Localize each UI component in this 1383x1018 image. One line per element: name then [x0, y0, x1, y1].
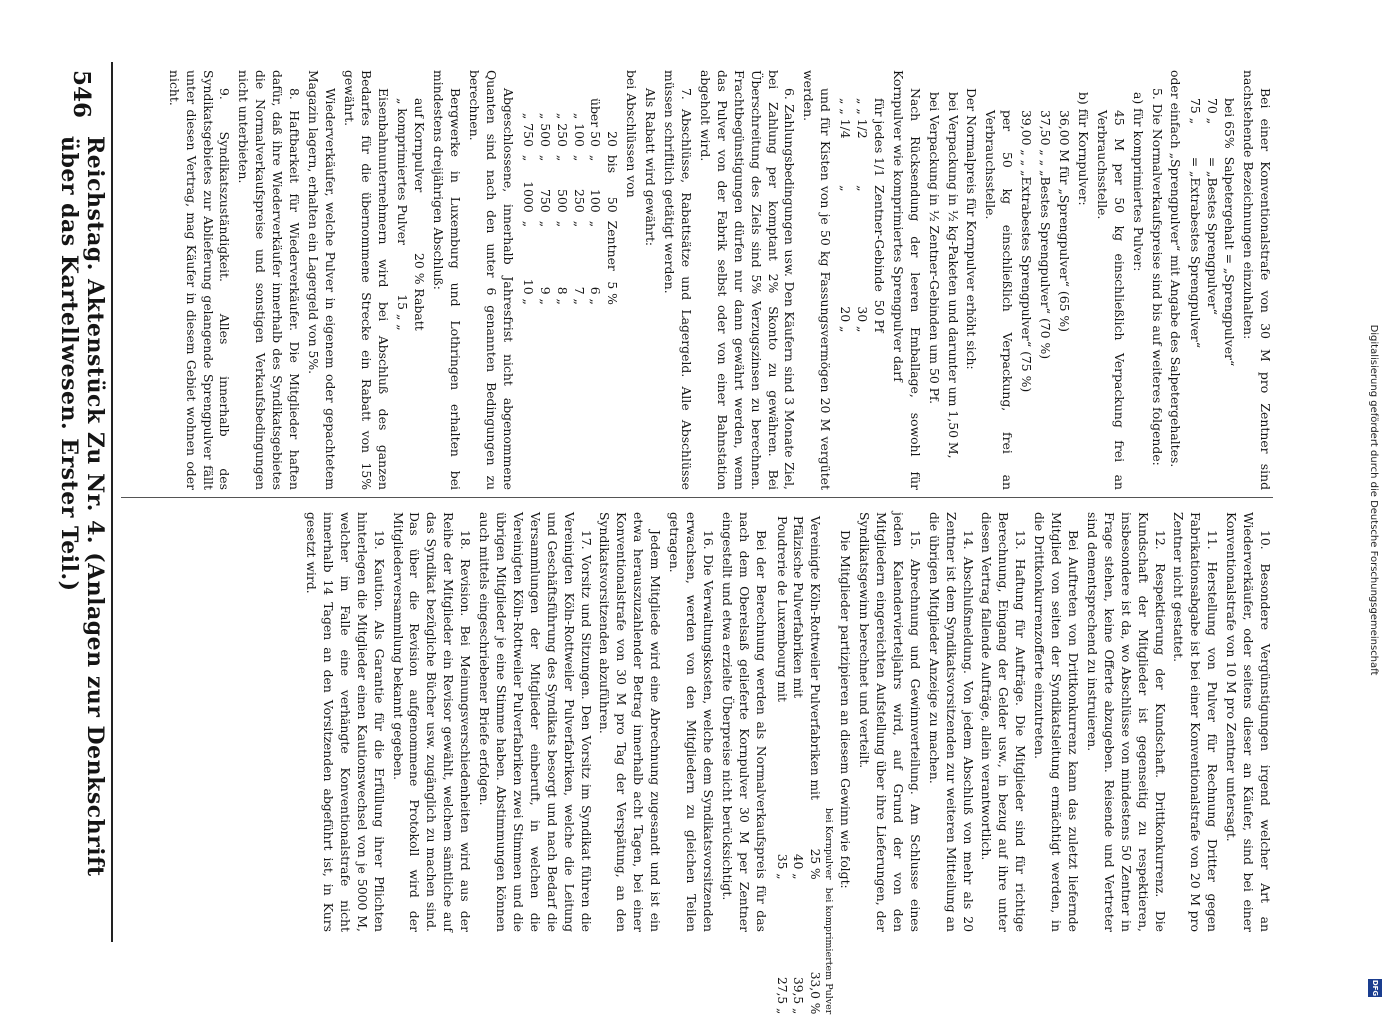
table-cell: „ — [554, 154, 570, 162]
section-15c: Bei der Berechnung werden als Normalverkaufspreis für das nach dem Oberelsaß gelieferte Kornpulver 30 M per Zentner eingestellt und etwa erzielte Überpreise nicht berücksichtigt. — [719, 512, 769, 932]
section-16b: Jedem Mitgliede wird eine Abrechnung zugesandt und ist ein etwa herauszuzahlender Betrag innerhalb acht Tagen, bei einer Konventionalstrafe von 30 M pro Tag der Verspätung, an den Syndikatsvorsitzenden abzuführen. — [597, 512, 664, 932]
rabatt-head — [622, 70, 639, 490]
table-cell: „ — [571, 154, 587, 162]
section-5a-text: 45 M per 50 kg einschließlich Verpackung frei an Verbrauchsstelle. — [1094, 110, 1127, 490]
section-9: 9. Syndikatszuständigkeit. Alles innerhalb des Syndikatsgebietes zur Ablieferung gelangende Sprengpulver fällt unter diesen Vertrag, mag Käufer in diesem Gebiet wohnen oder nicht. — [166, 70, 233, 490]
table-cell: Zentner-Gebinde — [871, 185, 887, 292]
table-row — [1186, 98, 1203, 374]
section-6: 6. Zahlungsbedingungen usw. Den Käufern sind 3 Monate Ziel, bei Zahlung per komptant 2% Skonto zu gewähren. Bei Überschreitung des Ziels sind 5% Verzugszinsen zu berechnen. Frachtbegünstigungen dürfen nur dann gewährt werden, wenn das Pulver von der Fabrik selbst oder von einer Bahnstation abgeholt wird. — [697, 70, 798, 490]
section-14: 14. Abschlußmeldung. Von jedem Abschluß von mehr als 20 Zentner ist dem Syndikatsvorsitzenden zur weiteren Mitteilung an die übrigen Mitglieder Anzeige zu machen. — [926, 512, 976, 932]
table-cell: „ — [554, 220, 570, 228]
table-row — [836, 98, 853, 340]
left-column — [123, 70, 1273, 490]
table-cell: 6 „ — [588, 286, 604, 305]
table-cell: = „Bestes Sprengpulver“ — [1205, 156, 1221, 315]
table-cell: „ komprimiertes Pulver — [395, 98, 411, 246]
table-cell: „ — [537, 154, 553, 162]
table-cell: 50 — [605, 196, 621, 213]
table-cell: 20 „ — [838, 306, 854, 333]
table-cell: „ — [520, 154, 536, 162]
kornpulver-line: 39,00 „ „ „Extrabestes Sprengpulver“ (75 %) — [1019, 110, 1035, 393]
page-header — [56, 70, 108, 940]
table-cell: 50 Pf — [871, 299, 887, 333]
section-19: 19. Kaution. Als Garantie für die Erfüllung ihrer Pflichten hinterlegen die Mitglieder einen Kautionswechsel von je 5000 M, welcher im Falle eine verhängte Konventionalstrafe nicht innerhalb 14 Tagen an den Vorsitzenden abgeführt ist, in Kurs gesetzt wird. — [304, 512, 387, 932]
table-cell: = „Extrabestes Sprengpulver“ — [1188, 156, 1204, 349]
wiederverkaeufer-text: Wiederverkäufer, welche Pulver in eigenem oder gepachtetem Magazin lagern, erhalten ein Lagergeld von 5%. — [305, 70, 338, 490]
table-row — [536, 98, 553, 313]
table-cell: 75 „ — [1188, 98, 1204, 125]
table-cell: „ 750 — [520, 112, 536, 147]
table-cell: 100 — [588, 189, 604, 213]
intro-text: Bei einer Konventionalstrafe von 30 M pro Zentner sind nachstehende Bezeichnungen einzuhalten: — [1241, 70, 1273, 490]
table-cell: über 50 — [588, 98, 604, 147]
section-16: 16. Die Verwaltungskosten, welche dem Syndikatsvorsitzenden erwachsen, werden von den Mitgliedern zu gleichen Teilen getragen. — [667, 512, 716, 932]
section-15b: Die Mitglieder partizipieren an diesem Gewinn wie folgt: — [838, 530, 854, 889]
table-cell: für jedes 1/1 — [871, 98, 887, 178]
table-cell: 500 — [554, 189, 570, 213]
right-column — [123, 512, 1273, 1015]
section-13: 13. Haftung für Aufträge. Die Mitglieder sind für richtige Berechnung, Eingang der Gelder usw., in bezug auf ihre unter diesen Vertrag fallende Aufträge, allein verantwortlich. — [979, 512, 1029, 932]
erhoeht-line: bei Verpackung in ½ kg-Paketen und darunter um 1,50 M, — [945, 92, 961, 459]
table-cell: „ 250 — [554, 112, 570, 147]
gebinde-table — [836, 98, 887, 340]
table-row — [870, 98, 887, 340]
table-cell: 750 — [537, 189, 553, 213]
salpeter-table — [1186, 98, 1237, 374]
table-row — [853, 98, 870, 340]
table-cell: 27,5 „ — [774, 976, 789, 1015]
section-7: 7. Abschlüsse, Rabattsätze und Lagergeld. Alle Abschlüsse müssen schriftlich getätigt werden. — [662, 70, 694, 490]
table-row — [773, 512, 790, 1018]
section-5a: a) für komprimiertes Pulver: — [1130, 92, 1146, 272]
table-row — [519, 98, 536, 313]
table-row — [570, 98, 587, 313]
table-cell: „ — [588, 220, 604, 228]
table-cell: 250 — [571, 189, 587, 213]
section-5b-text: per 50 kg einschließlich Verpackung, frei an Verbrauchsstelle. — [983, 110, 1016, 490]
bergwerke-text: Bergwerke in Luxemburg und Lothringen erhalten bei mindestens dreijährigen Abschluß: — [431, 70, 464, 490]
table-cell: 15 „ „ — [395, 294, 411, 331]
section-15: 15. Abrechnung und Gewinnverteilung. Am Schlusse eines jeden Kalendervierteljahrs wird, auf Grund der von den Mitgliedern eingereichten Aufstellung über ihre Lieferungen, der Syndikatsgewinn berechnet und verteilt. — [857, 512, 923, 932]
table-cell: 70 „ — [1205, 98, 1221, 125]
table-header: bei komprimiertem Pulver — [823, 887, 835, 1015]
column-divider — [121, 497, 1273, 498]
abgeschlossen-text: Abgeschlossene, innerhalb Jahresfrist nicht abgenommene Quanten sind nach den unter 6 genannten Bedingungen zu berechnen. — [467, 70, 516, 490]
table-cell: 8 „ — [554, 286, 570, 305]
table-cell: 33,0 % — [808, 971, 823, 1015]
table-row — [394, 98, 411, 339]
table-row — [553, 98, 570, 313]
section-11: 11. Herstellung von Pulver für Rechnung Dritter gegen Fabrikationsabgabe ist bei einer Konventionalstrafe von 20 M pro Zentner nicht gestattet. — [1171, 512, 1221, 932]
table-cell: 9 „ — [537, 286, 553, 305]
table-row — [1220, 98, 1237, 374]
table-header-row — [823, 512, 834, 1018]
table-cell — [823, 512, 834, 804]
section-17: 17. Vorsitz und Sitzungen. Den Vorsitz im Syndikat führen die Vereinigten Köln-Rottweiler Pulverfabriken, welche die Leitung und Geschäftsführung des Syndikats besorgt und nach Bedarf die Versammlungen der Mitglieder einberuft, in welchen die Vereinigten Köln-Rottweiler Pulverfabriken zwei Stimmen und die übrigen Mitglieder je eine Stimme haben. Abstimmungen können auch mittels eingeschriebener Briefe erfolgen. — [477, 512, 594, 932]
table-cell: 39,5 „ — [791, 976, 806, 1015]
table-header: bei Kornpulver — [823, 807, 835, 880]
table-row — [790, 512, 807, 1018]
table-cell: 40 „ — [791, 853, 806, 880]
rabatt-head-text: bei Abschlüssen von — [624, 70, 640, 198]
table-cell: „ — [838, 185, 854, 192]
section-12b: Bei Auftreten von Drittkonkurrenz kann das zuletzt liefernde Mitglied von seiten der Syndikatsleitung ermächtigt werden, in die Drittkonkurrenzofferte einzutreten. — [1032, 512, 1082, 932]
table-cell: „ 100 — [571, 112, 587, 147]
table-cell: „ — [520, 220, 536, 228]
table-cell: „ „ 1/4 — [838, 98, 854, 139]
table-cell: 35 „ — [774, 853, 789, 880]
table-cell: 30 „ — [855, 306, 871, 333]
table-cell: 10 „ — [520, 278, 536, 305]
table-cell: „ — [537, 220, 553, 228]
page-title: Reichstag. Aktenstück Zu Nr. 4. (Anlagen zur Denkschrift über das Kartellwesen. Erster Teil.) — [56, 136, 108, 877]
table-cell: 25 % — [808, 848, 823, 880]
table-cell: „ — [571, 220, 587, 228]
table-cell: 1000 — [520, 181, 536, 213]
page-number: 546 — [68, 70, 96, 119]
eisenbahn-text: Eisenbahnunternehmern wird bei Abschluß des ganzen Bedarfes für die übernommene Strecke ein Rabatt von 15% gewährt. — [341, 70, 391, 490]
table-row — [806, 512, 823, 1018]
section-5: 5. Die Normalverkaufspreise sind bis auf weiteres folgende: — [1149, 88, 1165, 466]
table-cell: 20 % Rabatt — [412, 253, 428, 331]
rabatt-table — [519, 98, 620, 313]
table-row — [603, 98, 620, 313]
table-cell: auf Kornpulver — [412, 98, 428, 193]
table-row — [1203, 98, 1220, 374]
digitization-note: Digitalisierung gefördert durch die Deutsche Forschungsgemeinschaft — [1368, 324, 1379, 676]
table-cell: 20 — [605, 131, 621, 147]
table-cell: bis — [605, 154, 621, 174]
section-8: 8. Haftbarkeit für Wiederverkäufer. Die Mitglieder haften dafür, daß ihre Wiederverkäufer innerhalb des Syndikatsgebietes die Normalverkaufspreise und sonstigen Verkaufsbedingungen nicht unterbieten. — [236, 70, 303, 490]
section-5b: b) für Kornpulver: — [1075, 92, 1091, 206]
table-row — [411, 98, 428, 339]
header-rule — [111, 62, 113, 942]
table-cell: „ — [855, 185, 871, 192]
kisten-text: und für Kisten von je 50 kg Fassungsvermögen 20 M vergütet werden. — [801, 70, 834, 490]
table-cell: „ 500 — [537, 112, 553, 147]
ruecksendung-text: Nach Rücksendung der leeren Emballage, sowohl für Kornpulver wie komprimiertes Sprengpulver darf — [890, 70, 923, 490]
partizipation-table — [773, 512, 835, 1018]
table-cell: Salpetergehalt = „Sprengpulver“ — [1222, 156, 1238, 367]
table-cell: Vereinigte Köln-Rottweiler Pulverfabriken mit — [808, 516, 823, 800]
section-10: 10. Besondere Vergünstigungen irgend welcher Art an Wiederverkäufer, oder seitens dieser an Käufer, sind bei einer Konventionalstrafe von 10 M pro Zentner untersagt. — [1224, 512, 1273, 932]
table-cell: Poudrerie de Luxembourg mit — [774, 516, 789, 702]
table-cell: Pfälzische Pulverfabriken mit — [791, 516, 806, 699]
kornpulver-line: 37,50 „ „ „Bestes Sprengpulver“ (70 %) — [1038, 110, 1054, 360]
table-cell: „ — [588, 154, 604, 162]
normalpreis-text: Der Normalpreis für Kornpulver erhöht sich: — [964, 88, 980, 370]
bergwerke-table — [394, 98, 428, 339]
table-cell: Zentner — [605, 220, 621, 271]
section-18: 18. Revision. Bei Meinungsverschiedenheiten wird aus der Reihe der Mitglieder ein Revisor gewählt, welchem sämtliche auf das Syndikat bezügliche Bücher usw. zugänglich zu machen sind. Das über die Revision aufgenommene Protokoll wird der Mitgliederversammlung bekannt gegeben. — [390, 512, 474, 932]
table-row — [587, 98, 604, 313]
dfg-logo: DFG — [1368, 979, 1382, 997]
erhoeht-line: bei Verpackung in ½ Zentner-Gebinden um 50 Pf. — [926, 92, 942, 405]
rabatt-intro: Als Rabatt wird gewährt: — [643, 88, 659, 247]
table-cell: 7 „ — [571, 286, 587, 305]
table-cell: „ „ 1/2 — [855, 98, 871, 139]
kornpulver-line: 36,00 M für „Sprengpulver“ (65 %) — [1057, 110, 1073, 333]
oder-text: oder einfach „Sprengpulver“ mit Angabe des Salpetergehaltes. — [1168, 70, 1184, 468]
table-cell: bei 65% — [1222, 98, 1238, 149]
table-cell: 5 % — [605, 281, 621, 305]
section-12: 12. Respektierung der Kundschaft. Drittkonkurrenz. Die Kundschaft der Mitglieder ist gegenseitig zu respektieren, insbesondere ist da, wo Abschlüsse von mindestens 50 Zentner in Frage stehen, keine Offerte abzugeben. Reisende und Vertreter sind dementsprechend zu instruieren. — [1084, 512, 1168, 932]
